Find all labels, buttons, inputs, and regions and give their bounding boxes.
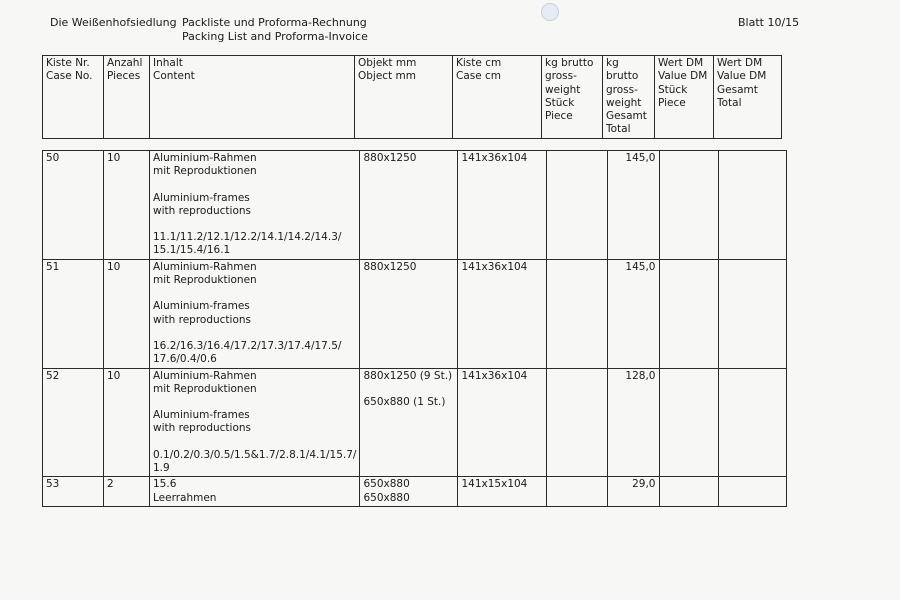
col-header-pieces: Anzahl Pieces: [104, 56, 150, 139]
col-header-value-total: Wert DM Value DM Gesamt Total: [714, 56, 782, 139]
cell-case-no: 52: [43, 368, 104, 477]
cell-case-cm: 141x36x104: [458, 259, 547, 368]
col-header-case-no: Kiste Nr. Case No.: [43, 56, 104, 139]
cell-case-cm: 141x15x104: [458, 477, 547, 507]
cell-weight-piece: [547, 151, 608, 260]
cell-content: 15.6 Leerrahmen: [150, 477, 360, 507]
header-project: Die Weißenhofsiedlung: [50, 16, 177, 29]
col-header-content: Inhalt Content: [150, 56, 355, 139]
cell-case-no: 53: [43, 477, 104, 507]
cell-object-mm: 880x1250 (9 St.) 650x880 (1 St.): [360, 368, 458, 477]
cell-value-total: [719, 477, 787, 507]
cell-weight-total: 29,0: [608, 477, 660, 507]
cell-weight-piece: [547, 368, 608, 477]
cell-value-total: [719, 151, 787, 260]
cell-content: Aluminium-Rahmen mit Reproduktionen Aluminium-frames with reproductions 0.1/0.2/0.3/0.5/1.5&1.7/2.8.1/4.1/15.7/ 1.9: [150, 368, 360, 477]
table-row: [43, 259, 787, 368]
col-header-weight-total: kg brutto gross- weight Gesamt Total: [603, 56, 655, 139]
col-header-weight-piece: kg brutto gross- weight Stück Piece: [542, 56, 603, 139]
cell-case-no: 51: [43, 259, 104, 368]
header-title: Packliste und Proforma-Rechnung: [182, 16, 367, 29]
column-header-table: [42, 55, 782, 139]
col-header-object-mm: Objekt mm Object mm: [355, 56, 453, 139]
cell-pieces: 2: [104, 477, 150, 507]
cell-pieces: 10: [104, 368, 150, 477]
cell-value-piece: [660, 477, 719, 507]
cell-pieces: 10: [104, 151, 150, 260]
table-row: [43, 477, 787, 507]
col-header-case-cm: Kiste cm Case cm: [453, 56, 542, 139]
cell-weight-total: 128,0: [608, 368, 660, 477]
table-row: [43, 151, 787, 260]
cell-case-cm: 141x36x104: [458, 368, 547, 477]
cell-weight-total: 145,0: [608, 151, 660, 260]
cell-value-piece: [660, 368, 719, 477]
header-sheet-number: Blatt 10/15: [738, 16, 800, 29]
cell-object-mm: 880x1250: [360, 151, 458, 260]
cell-weight-total: 145,0: [608, 259, 660, 368]
cell-value-piece: [660, 151, 719, 260]
cell-value-piece: [660, 259, 719, 368]
cell-value-total: [719, 259, 787, 368]
cell-content: Aluminium-Rahmen mit Reproduktionen Aluminium-frames with reproductions 16.2/16.3/16.4/17.2/17.3/17.4/17.5/ 17.6/0.4/0.6: [150, 259, 360, 368]
col-header-value-piece: Wert DM Value DM Stück Piece: [655, 56, 714, 139]
header-subtitle: Packing List and Proforma-Invoice: [182, 30, 368, 43]
cell-value-total: [719, 368, 787, 477]
cell-object-mm: 880x1250: [360, 259, 458, 368]
cell-case-cm: 141x36x104: [458, 151, 547, 260]
cell-weight-piece: [547, 477, 608, 507]
cell-case-no: 50: [43, 151, 104, 260]
cell-object-mm: 650x880 650x880: [360, 477, 458, 507]
cell-content: Aluminium-Rahmen mit Reproduktionen Aluminium-frames with reproductions 11.1/11.2/12.1/12.2/14.1/14.2/14.3/ 15.1/15.4/16.1: [150, 151, 360, 260]
cell-pieces: 10: [104, 259, 150, 368]
cell-weight-piece: [547, 259, 608, 368]
punch-hole-mark: [541, 3, 559, 21]
table-row: [43, 368, 787, 477]
packing-list-table: [42, 150, 787, 507]
